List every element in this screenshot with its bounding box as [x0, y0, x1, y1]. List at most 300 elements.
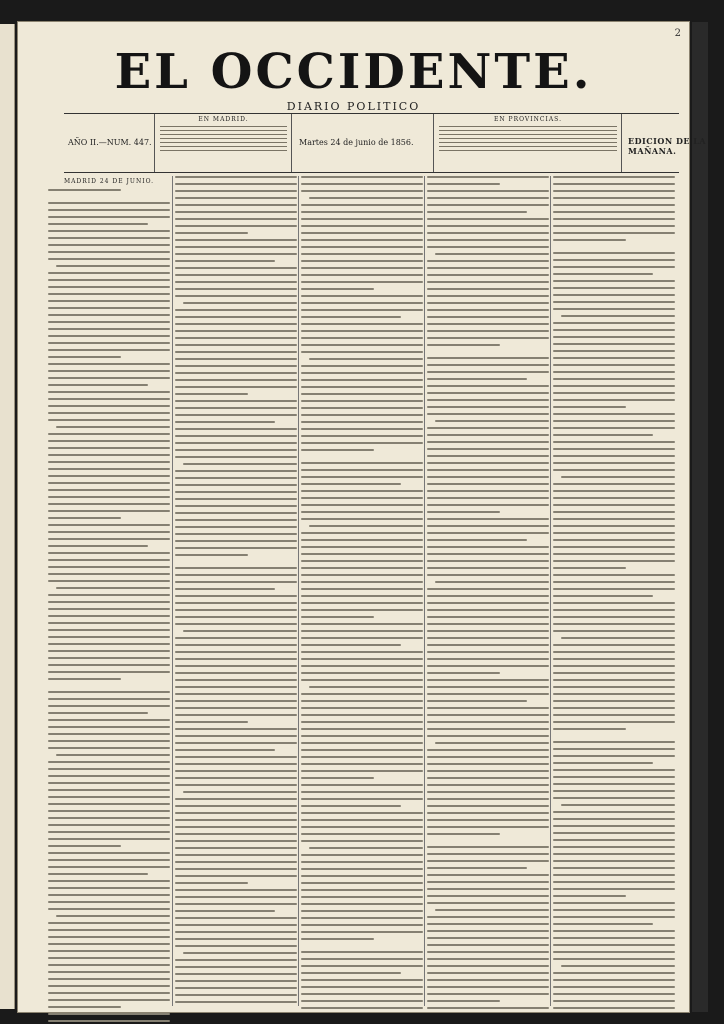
- text-line: [553, 686, 675, 688]
- column-text: [175, 176, 297, 1003]
- text-line: [301, 176, 423, 178]
- text-line: [175, 190, 297, 192]
- text-line: [175, 987, 297, 989]
- text-line: [175, 574, 297, 576]
- text-line: [175, 910, 275, 912]
- text-line: [48, 524, 170, 526]
- text-line: [301, 616, 374, 618]
- text-line: [48, 782, 170, 784]
- text-line: [301, 707, 423, 709]
- text-line: [561, 476, 675, 478]
- text-line: [553, 937, 675, 939]
- text-line: [553, 902, 675, 904]
- text-line: [427, 623, 549, 625]
- text-line: [553, 581, 675, 583]
- text-line: [553, 308, 675, 310]
- text-line: [48, 538, 170, 540]
- text-line: [301, 595, 423, 597]
- text-line: [48, 314, 170, 316]
- text-line: [427, 630, 549, 632]
- text-line: [427, 805, 549, 807]
- text-line: [175, 274, 297, 276]
- text-line: [553, 350, 675, 352]
- text-line: [301, 798, 423, 800]
- text-line: [553, 707, 675, 709]
- text-line: [301, 560, 423, 562]
- text-line: [427, 567, 549, 569]
- text-line: [56, 915, 170, 917]
- text-line: [175, 889, 297, 891]
- text-line: [553, 336, 675, 338]
- text-line: [427, 371, 549, 373]
- text-line: [553, 483, 675, 485]
- text-line: [48, 391, 170, 393]
- text-line: [553, 839, 675, 841]
- text-line: [301, 993, 423, 995]
- text-line: [48, 789, 170, 791]
- text-line: [175, 372, 297, 374]
- text-line: [175, 616, 297, 618]
- text-line: [175, 980, 297, 982]
- text-line: [48, 293, 170, 295]
- text-line: [553, 909, 675, 911]
- text-line: [553, 392, 675, 394]
- text-line: [48, 559, 170, 561]
- text-line: [553, 546, 675, 548]
- text-line: [427, 574, 549, 576]
- text-line: [301, 490, 423, 492]
- text-line: [427, 295, 549, 297]
- text-line: [175, 602, 297, 604]
- text-line: [553, 427, 675, 429]
- text-line: [427, 972, 549, 974]
- text-line: [301, 875, 423, 877]
- text-line: [553, 986, 675, 988]
- text-line: [553, 755, 675, 757]
- text-line: [553, 881, 675, 883]
- text-line: [175, 623, 297, 625]
- text-line: [301, 623, 423, 625]
- text-line: [427, 434, 549, 436]
- text-line: [301, 483, 401, 485]
- text-line: [175, 595, 297, 597]
- column-2: [172, 176, 299, 1006]
- text-line: [301, 351, 423, 353]
- text-line: [553, 588, 675, 590]
- text-line: [427, 749, 549, 751]
- text-line: [175, 218, 297, 220]
- text-line: [427, 777, 549, 779]
- text-line: [427, 378, 527, 380]
- column-1: [46, 176, 172, 1006]
- text-line: [301, 700, 423, 702]
- text-line: [561, 637, 675, 639]
- text-line: [301, 504, 423, 506]
- text-line: [175, 435, 297, 437]
- text-line: [175, 875, 297, 877]
- text-line: [175, 581, 297, 583]
- text-line: [301, 602, 423, 604]
- text-line: [553, 329, 675, 331]
- text-line: [301, 581, 423, 583]
- text-line: [301, 204, 423, 206]
- text-line: [48, 908, 170, 910]
- text-line: [48, 824, 170, 826]
- text-line: [553, 825, 675, 827]
- text-line: [175, 239, 297, 241]
- text-line: [48, 901, 170, 903]
- text-line: [175, 833, 297, 835]
- text-line: [301, 435, 423, 437]
- text-line: [427, 1000, 500, 1002]
- text-line: [175, 672, 297, 674]
- text-line: [301, 917, 423, 919]
- text-line: [553, 923, 653, 925]
- text-line: [553, 504, 675, 506]
- text-line: [48, 454, 170, 456]
- text-line: [427, 183, 500, 185]
- edition-label: EDICION DE LA MAÑANA.: [628, 136, 707, 156]
- text-line: [553, 190, 675, 192]
- text-line: [48, 950, 170, 952]
- text-line: [175, 414, 297, 416]
- text-line: [553, 413, 675, 415]
- text-line: [48, 775, 170, 777]
- text-line: [553, 944, 675, 946]
- text-line: [175, 519, 297, 521]
- text-line: [553, 343, 675, 345]
- text-line: [175, 686, 297, 688]
- text-line: [48, 712, 148, 714]
- text-line: [48, 629, 170, 631]
- text-line: [175, 295, 297, 297]
- text-line: [427, 302, 549, 304]
- text-line: [301, 986, 423, 988]
- text-line: [427, 525, 549, 527]
- text-line: [427, 609, 549, 611]
- text-line: [427, 965, 549, 967]
- text-line: [427, 218, 549, 220]
- text-line: [48, 594, 170, 596]
- text-line: [553, 762, 653, 764]
- text-line: [553, 525, 675, 527]
- text-line: [175, 637, 297, 639]
- text-line: [175, 421, 275, 423]
- text-line: [175, 204, 297, 206]
- text-line: [553, 259, 675, 261]
- text-line: [301, 938, 374, 940]
- text-line: [301, 784, 423, 786]
- text-line: [183, 952, 297, 954]
- text-line: [553, 322, 675, 324]
- column-5: [550, 176, 677, 1006]
- text-line: [427, 665, 549, 667]
- text-line: [427, 385, 549, 387]
- text-line: [48, 831, 170, 833]
- text-line: [301, 379, 423, 381]
- text-line: [175, 805, 297, 807]
- text-line: [301, 274, 423, 276]
- text-line: [175, 812, 297, 814]
- text-line: [553, 776, 675, 778]
- text-line: [427, 413, 549, 415]
- text-line: [48, 936, 170, 938]
- text-line: [301, 344, 423, 346]
- text-line: [183, 791, 297, 793]
- text-line: [175, 896, 297, 898]
- text-line: [175, 337, 297, 339]
- text-line: [301, 742, 423, 744]
- text-line: [175, 281, 297, 283]
- text-line: [427, 986, 549, 988]
- text-line: [301, 372, 423, 374]
- text-line: [175, 609, 297, 611]
- text-line: [553, 595, 653, 597]
- text-line: [48, 517, 121, 519]
- text-line: [301, 672, 423, 674]
- text-line: [301, 302, 423, 304]
- text-line: [175, 693, 297, 695]
- text-line: [48, 964, 170, 966]
- text-line: [48, 230, 170, 232]
- text-line: [553, 783, 675, 785]
- text-line: [553, 518, 675, 520]
- text-line: [553, 273, 653, 275]
- text-line: [175, 176, 297, 178]
- text-line: [48, 209, 170, 211]
- text-line: [427, 204, 549, 206]
- text-line: [301, 979, 423, 981]
- text-line: [553, 497, 675, 499]
- text-line: [427, 546, 549, 548]
- info-bar: [64, 113, 707, 173]
- text-line: [48, 608, 170, 610]
- text-line: [301, 260, 423, 262]
- text-line: [427, 881, 549, 883]
- text-line: [301, 805, 401, 807]
- text-line: [553, 560, 675, 562]
- issue-box: [64, 114, 155, 172]
- text-line: [301, 511, 423, 513]
- text-line: [427, 756, 549, 758]
- text-line: [427, 323, 549, 325]
- text-line: [553, 860, 675, 862]
- text-line: [553, 266, 675, 268]
- text-line: [427, 246, 549, 248]
- text-line: [427, 993, 549, 995]
- text-line: [427, 791, 549, 793]
- text-line: [553, 378, 675, 380]
- text-line: [48, 251, 170, 253]
- text-line: [427, 357, 549, 359]
- text-line: [48, 992, 170, 994]
- text-line: [175, 309, 297, 311]
- text-line: [56, 265, 170, 267]
- text-line: [175, 826, 297, 828]
- text-line: [427, 895, 549, 897]
- text-line: [309, 197, 423, 199]
- text-line: [553, 252, 675, 254]
- text-line: [553, 448, 675, 450]
- text-line: [301, 756, 423, 758]
- text-line: [175, 512, 297, 514]
- text-line: [427, 644, 549, 646]
- text-line: [301, 714, 423, 716]
- text-line: [301, 449, 374, 451]
- text-line: [553, 602, 675, 604]
- text-line: [48, 286, 170, 288]
- text-line: [48, 733, 170, 735]
- text-line: [175, 644, 297, 646]
- text-line: [48, 300, 170, 302]
- text-line: [553, 371, 675, 373]
- adjacent-page-edge: [0, 24, 15, 1009]
- text-line: [48, 761, 170, 763]
- text-line: [301, 365, 423, 367]
- text-line: [175, 917, 297, 919]
- text-line: [427, 560, 549, 562]
- text-line: [48, 419, 170, 421]
- text-line: [427, 602, 549, 604]
- text-line: [48, 845, 121, 847]
- text-line: [301, 218, 423, 220]
- text-line: [175, 924, 297, 926]
- text-line: [553, 874, 675, 876]
- text-line: [48, 768, 170, 770]
- text-line: [48, 887, 170, 889]
- text-line: [48, 691, 170, 693]
- text-line: [175, 456, 297, 458]
- text-line: [553, 790, 675, 792]
- text-line: [301, 546, 423, 548]
- text-line: [553, 867, 675, 869]
- text-line: [427, 944, 549, 946]
- text-line: [553, 287, 675, 289]
- text-line: [175, 994, 297, 996]
- text-line: [427, 267, 549, 269]
- text-line: [427, 504, 549, 506]
- text-line: [48, 657, 170, 659]
- text-line: [48, 601, 170, 603]
- text-line: [175, 770, 297, 772]
- text-line: [175, 700, 297, 702]
- text-line: [301, 861, 423, 863]
- text-line: [48, 622, 170, 624]
- text-line: [175, 498, 297, 500]
- text-line: [48, 664, 170, 666]
- text-line: [427, 281, 549, 283]
- text-line: [427, 288, 549, 290]
- text-line: [301, 567, 423, 569]
- text-line: [48, 510, 170, 512]
- text-line: [48, 803, 170, 805]
- text-line: [175, 588, 275, 590]
- text-line: [48, 468, 170, 470]
- text-line: [301, 965, 423, 967]
- text-line: [427, 316, 549, 318]
- text-line: [427, 714, 549, 716]
- text-line: [48, 433, 170, 435]
- text-line: [301, 721, 423, 723]
- text-line: [175, 840, 297, 842]
- text-line: [175, 253, 297, 255]
- text-line: [553, 399, 675, 401]
- text-line: [301, 728, 423, 730]
- text-line: [175, 379, 297, 381]
- edition-box: [624, 114, 724, 172]
- text-line: [553, 567, 626, 569]
- text-line: [48, 985, 170, 987]
- text-line: [175, 540, 297, 542]
- text-line: [553, 364, 675, 366]
- text-line: [427, 232, 549, 234]
- text-line: [48, 650, 170, 652]
- text-line: [427, 930, 549, 932]
- text-line: [553, 741, 675, 743]
- text-line: [427, 490, 549, 492]
- text-line: [301, 400, 423, 402]
- text-line: [561, 315, 675, 317]
- text-line: [48, 342, 170, 344]
- text-line: [175, 351, 297, 353]
- newspaper-subtitle: DIARIO POLITICO: [286, 100, 421, 113]
- text-line: [435, 909, 549, 911]
- issue-number: AÑO II.—NUM. 447.: [68, 138, 152, 147]
- text-line: [301, 770, 423, 772]
- text-line: [301, 889, 423, 891]
- text-line: [175, 567, 297, 569]
- text-line: [48, 503, 170, 505]
- text-line: [301, 337, 423, 339]
- text-line: [427, 483, 549, 485]
- text-line: [553, 665, 675, 667]
- text-line: [553, 721, 675, 723]
- text-line: [175, 714, 297, 716]
- text-line: [427, 770, 549, 772]
- text-line: [48, 531, 170, 533]
- text-line: [427, 902, 549, 904]
- newspaper-page: [18, 22, 707, 1012]
- text-line: [553, 406, 626, 408]
- text-line: [427, 686, 549, 688]
- text-line: [175, 721, 248, 723]
- text-line: [175, 393, 248, 395]
- text-line: [48, 412, 170, 414]
- text-line: [427, 497, 549, 499]
- text-line: [175, 665, 297, 667]
- text-line: [427, 728, 549, 730]
- newspaper-title: EL OCCIDENTE.: [114, 44, 593, 100]
- text-line: [301, 288, 374, 290]
- text-line: [48, 279, 170, 281]
- text-line: [56, 587, 170, 589]
- subscription-madrid: [156, 114, 292, 172]
- text-line: [553, 553, 675, 555]
- text-line: [175, 554, 248, 556]
- text-line: [48, 929, 170, 931]
- text-line: [427, 309, 549, 311]
- text-line: [175, 756, 297, 758]
- text-line: [175, 232, 248, 234]
- text-line: [427, 462, 549, 464]
- text-line: [427, 721, 549, 723]
- text-line: [175, 819, 297, 821]
- text-line: [48, 615, 170, 617]
- text-line: [48, 272, 170, 274]
- text-line: [427, 190, 549, 192]
- text-line: [553, 818, 675, 820]
- text-line: [175, 526, 297, 528]
